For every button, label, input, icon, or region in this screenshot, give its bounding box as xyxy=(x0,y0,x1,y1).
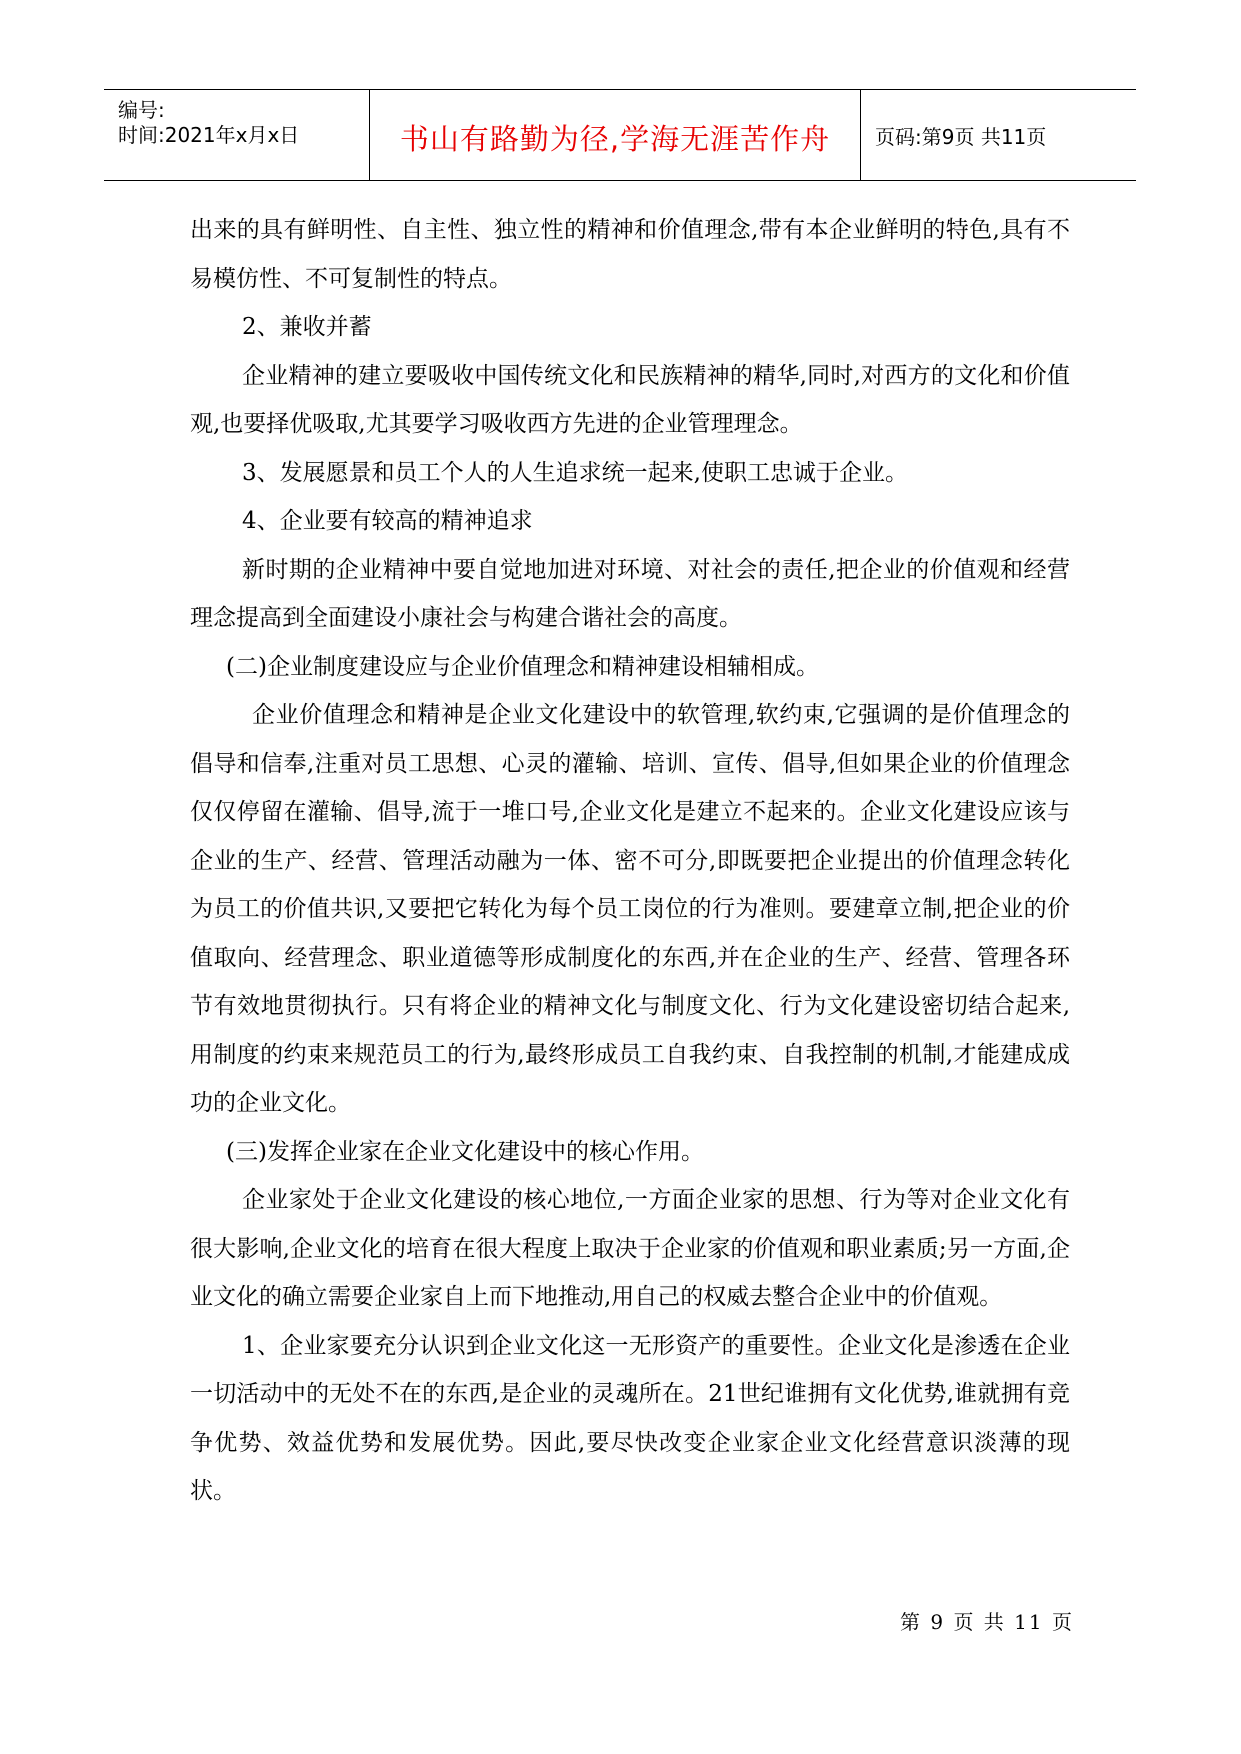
paragraph: 4、企业要有较高的精神追求 xyxy=(242,508,533,534)
section-heading: (三)发挥企业家在企业文化建设中的核心作用。 xyxy=(226,1138,704,1165)
header-page-info: 页码:第9页 共11页 xyxy=(875,124,1047,149)
paragraph: 2、兼收并蓄 xyxy=(242,314,372,340)
header-middle-cell xyxy=(370,90,861,180)
paragraph: 1、企业家要充分认识到企业文化这一无形资产的重要性。企业文化是渗透在企业一切活动中的无处不在的东西,是企业的灵魂所在。21世纪谁拥有文化优势,谁就拥有竞争优势、效益优势和发展优势。因此,要尽快改变企业家企业文化经营意识淡薄的现状。 xyxy=(190,1332,1070,1504)
page-header xyxy=(104,89,1136,181)
header-left-cell xyxy=(104,90,370,180)
section-heading: (二)企业制度建设应与企业价值理念和精神建设相辅相成。 xyxy=(226,653,819,680)
paragraph: 3、发展愿景和员工个人的人生追求统一起来,使职工忠诚于企业。 xyxy=(242,459,908,486)
paragraph: 企业家处于企业文化建设的核心地位,一方面企业家的思想、行为等对企业文化有很大影响,企业文化的培育在很大程度上取决于企业家的价值观和职业素质;另一方面,企业文化的确立需要企业家自上而下地推动,用自己的权威去整合企业中的价值观。 xyxy=(190,1187,1070,1310)
header-motto: 书山有路勤为径,学海无涯苦作舟 xyxy=(399,121,831,156)
document-time-label: 时间:2021年x月x日 xyxy=(118,123,300,147)
document-body xyxy=(190,206,1070,1516)
document-number-label: 编号: xyxy=(118,98,165,122)
header-right-cell xyxy=(861,90,1136,180)
page-footer: 第 9 页 共 11 页 xyxy=(900,1610,1074,1634)
paragraph: 新时期的企业精神中要自觉地加进对环境、对社会的责任,把企业的价值观和经营理念提高到全面建设小康社会与构建合谐社会的高度。 xyxy=(190,556,1070,631)
paragraph: 企业精神的建立要吸收中国传统文化和民族精神的精华,同时,对西方的文化和价值观,也要择优吸取,尤其要学习吸收西方先进的企业管理理念。 xyxy=(190,362,1070,437)
paragraph: 企业价值理念和精神是企业文化建设中的软管理,软约束,它强调的是价值理念的倡导和信奉,注重对员工思想、心灵的灌输、培训、宣传、倡导,但如果企业的价值理念仅仅停留在灌输、倡导,流于一堆口号,企业文化是建立不起来的。企业文化建设应该与企业的生产、经营、管理活动融为一体、密不可分,即既要把企业提出的价值理念转化为员工的价值共识,又要把它转化为每个员工岗位的行为准则。要建章立制,把企业的价值取向、经营理念、职业道德等形成制度化的东西,并在企业的生产、经营、管理各环节有效地贯彻执行。只有将企业的精神文化与制度文化、行为文化建设密切结合起来,用制度的约束来规范员工的行为,最终形成员工自我约束、自我控制的机制,才能建成成功的企业文化。 xyxy=(190,702,1070,1116)
paragraph: 出来的具有鲜明性、自主性、独立性的精神和价值理念,带有本企业鲜明的特色,具有不易模仿性、不可复制性的特点。 xyxy=(190,217,1070,292)
